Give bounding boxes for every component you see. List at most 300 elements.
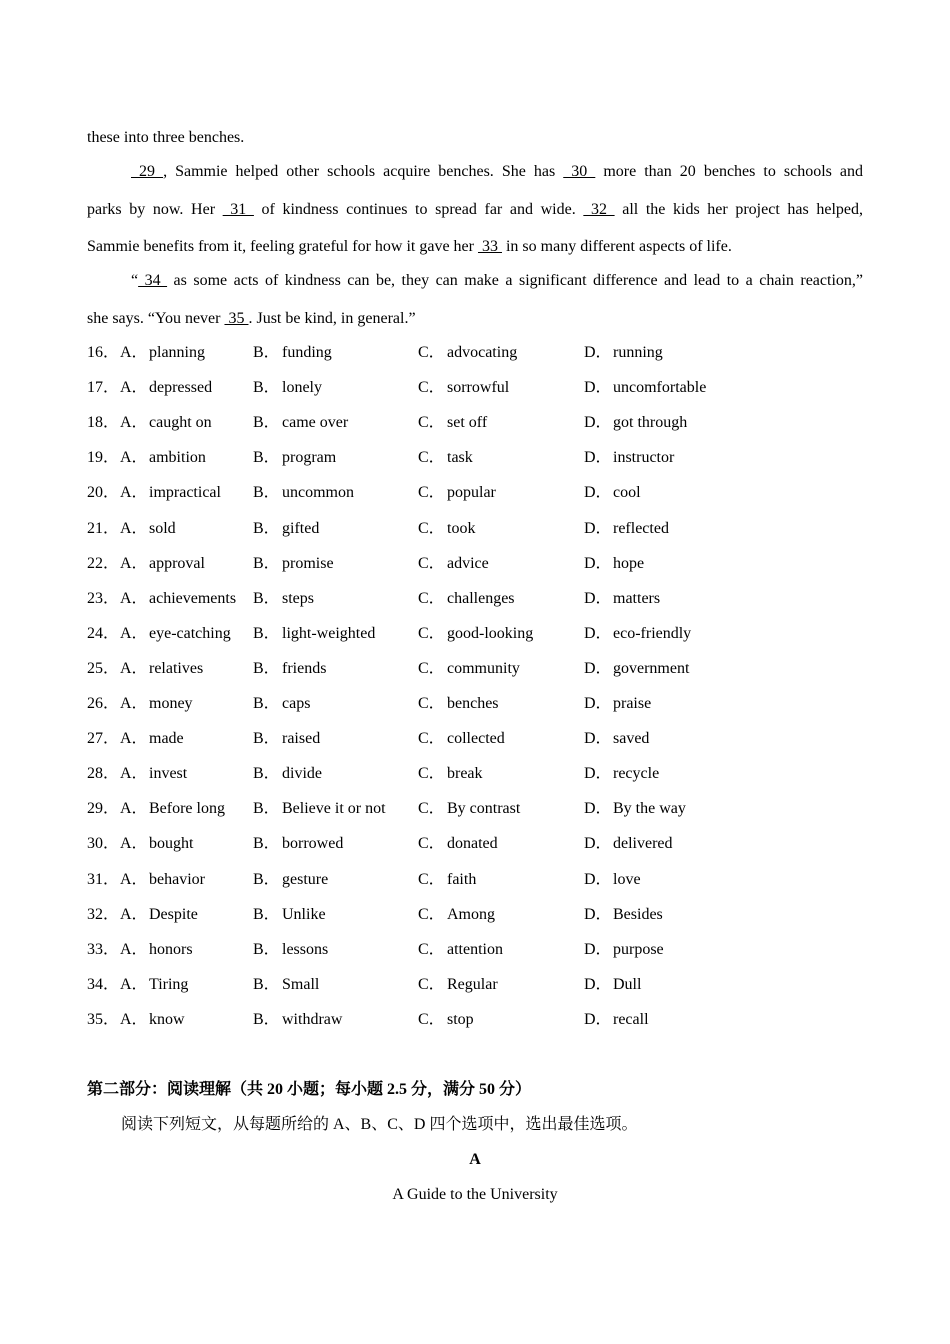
option-letter: B． (253, 414, 280, 431)
option-b (253, 589, 314, 609)
option-text: running (613, 344, 663, 361)
option-text: Among (447, 906, 495, 923)
option-letter: A． (120, 835, 148, 852)
option-text: community (447, 660, 520, 677)
option-letter: A． (120, 414, 148, 431)
option-d (584, 343, 663, 363)
option-text: sold (149, 520, 176, 537)
option-a (120, 378, 212, 398)
passage-line (87, 128, 863, 148)
option-letter: D． (584, 695, 612, 712)
option-text: Dull (613, 976, 642, 993)
option-c (418, 870, 476, 890)
option-text: recall (613, 1011, 649, 1028)
option-letter: A． (120, 660, 148, 677)
option-b (253, 799, 386, 819)
option-text: depressed (149, 379, 213, 396)
passage-text: , Sammie helped other schools acquire benches. She has (163, 163, 564, 180)
option-text: funding (282, 344, 332, 361)
question-number: 28． (87, 765, 120, 782)
option-row (87, 624, 887, 644)
option-d (584, 483, 641, 503)
option-text: Regular (447, 976, 498, 993)
option-letter: B． (253, 520, 280, 537)
option-a (120, 975, 188, 995)
option-letter: B． (253, 379, 280, 396)
option-text: money (149, 695, 193, 712)
option-text: borrowed (282, 835, 344, 852)
option-letter: A． (120, 555, 148, 572)
option-text: divide (282, 765, 322, 782)
passage-text: “ (131, 272, 139, 289)
option-text: know (149, 1011, 185, 1028)
option-c (418, 589, 515, 609)
option-c (418, 975, 498, 995)
option-letter: D． (584, 660, 612, 677)
option-letter: A． (120, 906, 148, 923)
option-row (87, 905, 887, 925)
option-letter: A． (120, 344, 148, 361)
option-letter: B． (253, 730, 280, 747)
question-number: 25． (87, 660, 120, 677)
option-text: eye-catching (149, 625, 231, 642)
option-a (120, 940, 193, 960)
option-text: government (613, 660, 690, 677)
option-a (120, 1010, 185, 1030)
option-letter: A． (120, 520, 148, 537)
option-b (253, 448, 336, 468)
option-letter: C． (418, 730, 445, 747)
passage-text: . Just be kind, in general.” (248, 310, 416, 327)
blank-30: 30 (563, 163, 596, 180)
option-row (87, 694, 887, 714)
option-b (253, 519, 319, 539)
option-c (418, 940, 503, 960)
option-letter: C． (418, 625, 445, 642)
option-letter: D． (584, 414, 612, 431)
option-text: popular (447, 484, 496, 501)
question-number: 26． (87, 695, 120, 712)
option-c (418, 519, 475, 539)
option-text: ambition (149, 449, 206, 466)
option-a (120, 764, 187, 784)
option-text: attention (447, 941, 503, 958)
option-text: recycle (613, 765, 660, 782)
option-letter: C． (418, 871, 445, 888)
option-letter: A． (120, 1011, 148, 1028)
option-row (87, 834, 887, 854)
option-b (253, 905, 326, 925)
option-letter: D． (584, 765, 612, 782)
option-row (87, 519, 887, 539)
option-d (584, 554, 644, 574)
option-b (253, 483, 354, 503)
option-text: cool (613, 484, 641, 501)
option-letter: C． (418, 520, 445, 537)
option-d (584, 905, 663, 925)
question-number: 22． (87, 555, 120, 572)
option-text: delivered (613, 835, 673, 852)
option-letter: D． (584, 976, 612, 993)
blank-31: 31 (222, 201, 254, 218)
option-a (120, 624, 231, 644)
option-row (87, 940, 887, 960)
option-b (253, 343, 332, 363)
option-text: made (149, 730, 184, 747)
option-letter: D． (584, 590, 612, 607)
option-text: good-looking (447, 625, 534, 642)
option-c (418, 799, 520, 819)
passage-text: as some acts of kindness can be, they can make a significant difference and lead to a chain reaction,” (167, 272, 864, 289)
option-letter: D． (584, 871, 612, 888)
option-a (120, 519, 176, 539)
question-number: 27． (87, 730, 120, 747)
option-letter: B． (253, 976, 280, 993)
passage-line (87, 237, 863, 257)
option-c (418, 905, 495, 925)
question-number: 35． (87, 1011, 120, 1028)
option-row (87, 799, 887, 819)
option-text: planning (149, 344, 205, 361)
option-row (87, 483, 887, 503)
option-letter: A． (120, 449, 148, 466)
option-a (120, 799, 225, 819)
option-letter: A． (120, 379, 148, 396)
option-letter: A． (120, 976, 148, 993)
option-text: honors (149, 941, 193, 958)
option-b (253, 1010, 342, 1030)
question-number: 33． (87, 941, 120, 958)
passage-letter: A (469, 1151, 481, 1168)
option-text: faith (447, 871, 477, 888)
option-a (120, 554, 205, 574)
option-letter: A． (120, 765, 148, 782)
option-row (87, 589, 887, 609)
option-text: By the way (613, 800, 686, 817)
option-text: Besides (613, 906, 663, 923)
option-text: impractical (149, 484, 221, 501)
option-d (584, 413, 687, 433)
option-letter: D． (584, 520, 612, 537)
option-c (418, 1010, 474, 1030)
option-letter: C． (418, 765, 445, 782)
option-letter: D． (584, 344, 612, 361)
option-letter: C． (418, 484, 445, 501)
option-letter: D． (584, 555, 612, 572)
question-number: 20． (87, 484, 120, 501)
passage-line (87, 309, 863, 329)
option-text: instructor (613, 449, 675, 466)
question-number: 23． (87, 590, 120, 607)
option-text: came over (282, 414, 349, 431)
question-number: 19． (87, 449, 120, 466)
question-number: 30． (87, 835, 120, 852)
passage-text: all the kids her project has helped, (614, 201, 864, 218)
instruction-text: 阅读下列短文，从每题所给的 A、B、C、D 四个选项中，选出最佳选项。 (121, 1116, 638, 1133)
option-letter: D． (584, 941, 612, 958)
option-b (253, 624, 375, 644)
option-letter: C． (418, 660, 445, 677)
option-letter: B． (253, 800, 280, 817)
passage-text: these into three benches. (87, 129, 245, 146)
option-text: reflected (613, 520, 669, 537)
passage-text: Sammie benefits from it, feeling grateful for how it gave her (87, 238, 478, 255)
option-letter: A． (120, 695, 148, 712)
blank-29: 29 (131, 163, 164, 180)
option-letter: A． (120, 625, 148, 642)
option-letter: D． (584, 1011, 612, 1028)
option-b (253, 413, 348, 433)
option-text: Despite (149, 906, 198, 923)
blank-35: 35 (224, 310, 249, 327)
option-letter: B． (253, 344, 280, 361)
option-letter: D． (584, 484, 612, 501)
option-c (418, 834, 498, 854)
option-letter: C． (418, 906, 445, 923)
blank-33: 33 (477, 238, 502, 255)
option-b (253, 975, 319, 995)
option-letter: D． (584, 625, 612, 642)
option-text: program (282, 449, 337, 466)
option-d (584, 729, 649, 749)
question-number: 29． (87, 800, 120, 817)
option-letter: B． (253, 835, 280, 852)
option-text: Unlike (282, 906, 326, 923)
option-b (253, 554, 334, 574)
option-letter: B． (253, 1011, 280, 1028)
option-text: uncomfortable (613, 379, 707, 396)
option-text: set off (447, 414, 488, 431)
option-text: sorrowful (447, 379, 510, 396)
option-row (87, 1010, 887, 1030)
option-text: praise (613, 695, 652, 712)
option-text: withdraw (282, 1011, 343, 1028)
option-text: By contrast (447, 800, 521, 817)
option-row (87, 975, 887, 995)
option-letter: A． (120, 484, 148, 501)
question-number: 34． (87, 976, 120, 993)
option-text: matters (613, 590, 661, 607)
option-b (253, 870, 328, 890)
option-row (87, 659, 887, 679)
option-text: invest (149, 765, 188, 782)
option-row (87, 378, 887, 398)
option-letter: A． (120, 941, 148, 958)
option-text: got through (613, 414, 688, 431)
option-letter: C． (418, 449, 445, 466)
option-letter: D． (584, 730, 612, 747)
option-letter: B． (253, 625, 280, 642)
option-d (584, 624, 691, 644)
option-letter: C． (418, 414, 445, 431)
passage-line (131, 162, 863, 182)
option-text: advice (447, 555, 489, 572)
option-a (120, 905, 198, 925)
question-number: 32． (87, 906, 120, 923)
option-d (584, 378, 706, 398)
option-letter: C． (418, 976, 445, 993)
option-letter: B． (253, 555, 280, 572)
option-text: saved (613, 730, 650, 747)
option-text: stop (447, 1011, 474, 1028)
option-c (418, 448, 473, 468)
option-c (418, 483, 496, 503)
option-text: advocating (447, 344, 518, 361)
option-c (418, 694, 499, 714)
blank-34: 34 (138, 272, 168, 289)
option-text: raised (282, 730, 321, 747)
passage-text: parks by now. Her (87, 201, 223, 218)
option-row (87, 413, 887, 433)
passage-text: of kindness continues to spread far and wide. (253, 201, 584, 218)
option-row (87, 343, 887, 363)
passage-text: in so many different aspects of life. (501, 238, 732, 255)
option-d (584, 589, 660, 609)
passage-text: she says. “You never (87, 310, 225, 327)
option-d (584, 1010, 649, 1030)
option-letter: B． (253, 695, 280, 712)
option-a (120, 694, 193, 714)
question-number: 17． (87, 379, 120, 396)
option-text: love (613, 871, 641, 888)
option-letter: D． (584, 379, 612, 396)
option-c (418, 729, 505, 749)
option-c (418, 554, 489, 574)
option-text: Tiring (149, 976, 189, 993)
option-text: benches (447, 695, 499, 712)
passage-title: A Guide to the University (392, 1186, 558, 1203)
option-b (253, 834, 343, 854)
option-row (87, 554, 887, 574)
option-d (584, 940, 664, 960)
option-c (418, 378, 509, 398)
option-letter: B． (253, 484, 280, 501)
option-letter: A． (120, 800, 148, 817)
option-d (584, 659, 689, 679)
option-letter: C． (418, 555, 445, 572)
option-text: donated (447, 835, 498, 852)
option-text: approval (149, 555, 205, 572)
option-d (584, 870, 641, 890)
section-title: 第二部分：阅读理解（共 20 小题；每小题 2.5 分，满分 50 分） (87, 1081, 532, 1098)
option-text: light-weighted (282, 625, 376, 642)
option-d (584, 764, 659, 784)
option-d (584, 975, 641, 995)
option-letter: C． (418, 800, 445, 817)
option-b (253, 659, 326, 679)
option-a (120, 343, 205, 363)
option-b (253, 764, 322, 784)
option-text: eco-friendly (613, 625, 692, 642)
option-text: purpose (613, 941, 664, 958)
option-text: relatives (149, 660, 204, 677)
option-letter: C． (418, 695, 445, 712)
option-letter: D． (584, 835, 612, 852)
question-number: 16． (87, 344, 120, 361)
option-letter: C． (418, 1011, 445, 1028)
question-number: 21． (87, 520, 120, 537)
option-c (418, 343, 517, 363)
option-letter: D． (584, 449, 612, 466)
option-letter: C． (418, 344, 445, 361)
question-number: 18． (87, 414, 120, 431)
option-letter: B． (253, 590, 280, 607)
option-c (418, 624, 533, 644)
option-text: friends (282, 660, 327, 677)
option-row (87, 764, 887, 784)
option-letter: B． (253, 906, 280, 923)
option-text: challenges (447, 590, 515, 607)
option-c (418, 413, 487, 433)
option-a (120, 659, 203, 679)
option-text: task (447, 449, 473, 466)
option-a (120, 448, 206, 468)
option-b (253, 940, 328, 960)
option-letter: B． (253, 449, 280, 466)
option-letter: B． (253, 660, 280, 677)
option-b (253, 729, 320, 749)
option-text: lonely (282, 379, 322, 396)
option-text: collected (447, 730, 505, 747)
option-d (584, 799, 686, 819)
option-d (584, 448, 674, 468)
option-b (253, 378, 322, 398)
option-a (120, 483, 221, 503)
option-c (418, 764, 483, 784)
option-text: uncommon (282, 484, 354, 501)
option-letter: A． (120, 590, 148, 607)
option-text: caps (282, 695, 311, 712)
option-text: promise (282, 555, 334, 572)
option-a (120, 834, 193, 854)
option-text: gifted (282, 520, 320, 537)
option-text: hope (613, 555, 645, 572)
option-a (120, 589, 236, 609)
option-text: steps (282, 590, 314, 607)
option-text: achievements (149, 590, 237, 607)
option-d (584, 694, 651, 714)
option-text: break (447, 765, 483, 782)
option-letter: D． (584, 800, 612, 817)
passage-line (87, 200, 863, 220)
option-text: Before long (149, 800, 225, 817)
option-text: caught on (149, 414, 212, 431)
option-text: behavior (149, 871, 205, 888)
option-text: Believe it or not (282, 800, 386, 817)
option-letter: A． (120, 871, 148, 888)
option-letter: C． (418, 835, 445, 852)
option-letter: C． (418, 590, 445, 607)
blank-32: 32 (583, 201, 615, 218)
option-letter: C． (418, 941, 445, 958)
option-d (584, 834, 673, 854)
question-number: 24． (87, 625, 120, 642)
option-a (120, 729, 184, 749)
option-text: took (447, 520, 476, 537)
option-text: gesture (282, 871, 329, 888)
option-letter: C． (418, 379, 445, 396)
option-b (253, 694, 310, 714)
option-row (87, 729, 887, 749)
option-letter: A． (120, 730, 148, 747)
option-letter: B． (253, 871, 280, 888)
option-d (584, 519, 669, 539)
option-a (120, 870, 205, 890)
passage-line (131, 271, 863, 291)
option-row (87, 870, 887, 890)
option-row (87, 448, 887, 468)
option-letter: B． (253, 765, 280, 782)
